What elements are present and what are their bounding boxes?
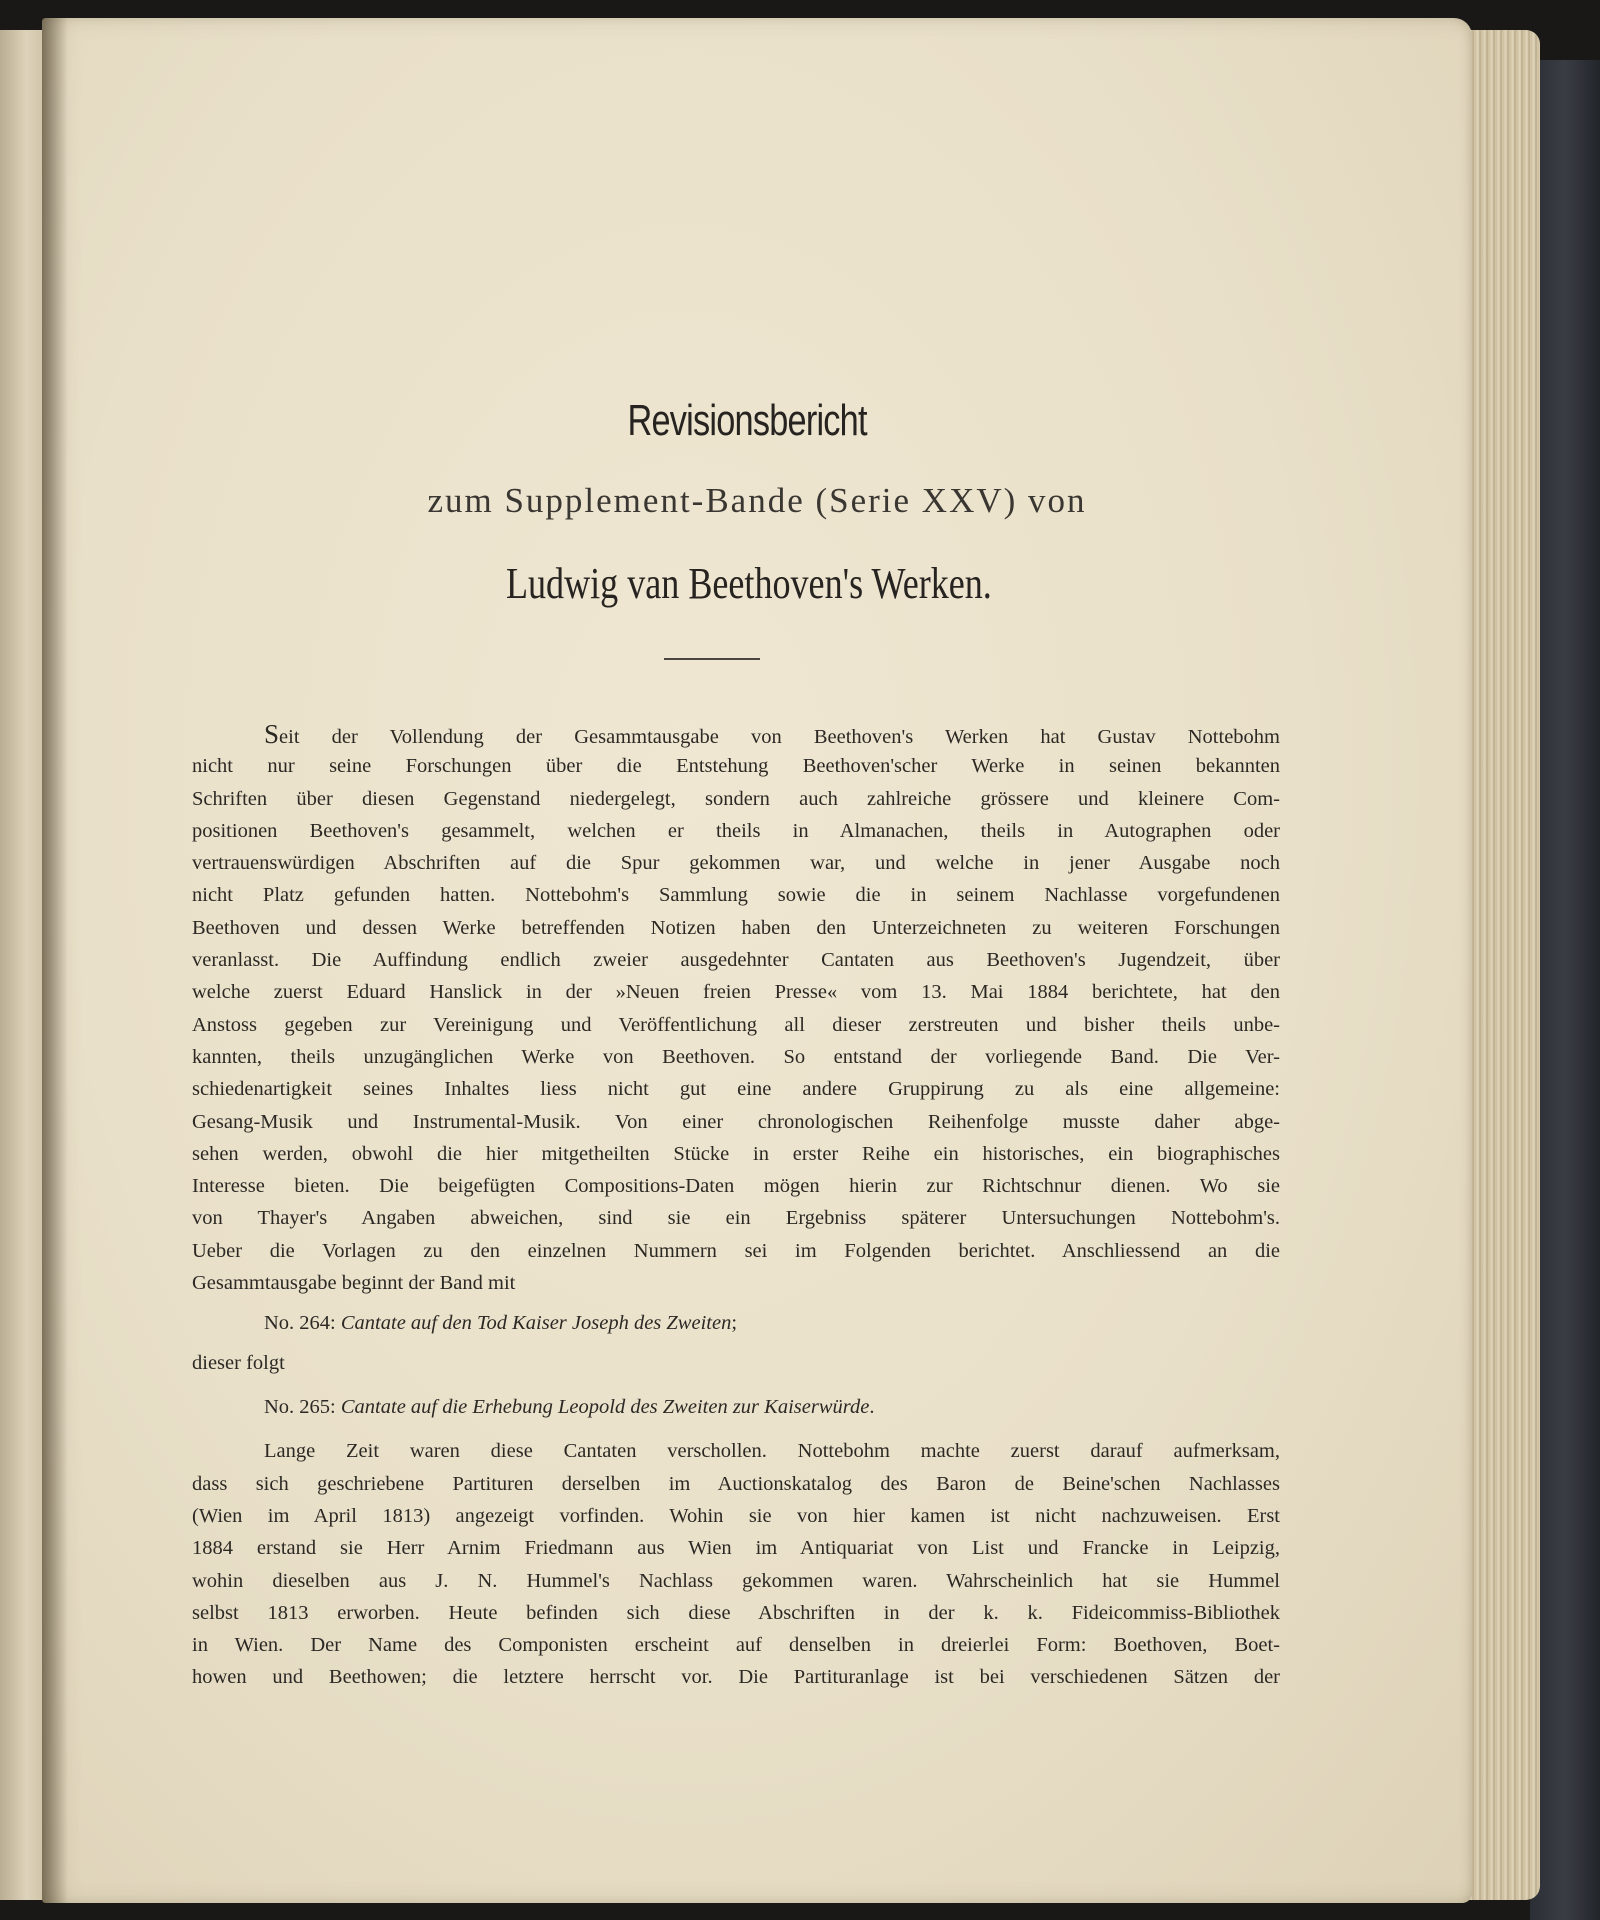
- paragraph1-line: Beethoven und dessen Werke betreffenden Notizen haben den Unterzeichneten zu weiteren Forschungen: [192, 916, 1280, 939]
- page-subtitle-work: Ludwig van Beethoven's Werken.: [505, 559, 992, 608]
- paragraph1-line: kannten, theils unzugänglichen Werke von Beethoven. So entstand der vorliegende Band. Die Ver-: [192, 1045, 1280, 1068]
- paragraph2-line: selbst 1813 erworben. Heute befinden sich diese Abschriften in der k. k. Fideicommiss-Bibliothek: [192, 1601, 1280, 1624]
- work-punct: .: [869, 1396, 875, 1419]
- work-title: Cantate auf die Erhebung Leopold des Zweiten zur Kaiserwürde: [340, 1396, 870, 1419]
- work-title: Cantate auf den Tod Kaiser Joseph des Zweiten: [340, 1312, 732, 1335]
- page-gutter-shadow: [42, 18, 68, 1903]
- paragraph1-line: Gesammtausgabe beginnt der Band mit: [192, 1272, 516, 1295]
- paragraph2-line: (Wien im April 1813) angezeigt vorfinden. Wohin sie von hier kamen ist nicht nachzuweisen. Erst: [192, 1504, 1280, 1527]
- drop-letter: S: [264, 719, 280, 749]
- page-title: Revisionsbericht: [627, 396, 867, 445]
- paragraph1-line: Interesse bieten. Die beigefügten Compositions-Daten mögen hierin zur Richtschnur dienen. Wo sie: [192, 1175, 1280, 1198]
- paragraph2-line: wohin dieselben aus J. N. Hummel's Nachlass gekommen waren. Wahrscheinlich hat sie Hummel: [192, 1569, 1280, 1592]
- paragraph1-line: Ueber die Vorlagen zu den einzelnen Nummern sei im Folgenden berichtet. Anschliessend an die: [192, 1239, 1280, 1262]
- paragraph1-line: Anstoss gegeben zur Vereinigung und Veröffentlichung all dieser zerstreuten und bisher theils unbe-: [192, 1013, 1280, 1036]
- work-entry-265: [192, 1387, 1280, 1427]
- paragraph2-line: Lange Zeit waren diese Cantaten verschollen. Nottebohm machte zuerst darauf aufmerksam,: [264, 1440, 1280, 1463]
- paragraph2-line: howen und Beethowen; die letztere herrscht vor. Die Partituranlage ist bei verschiedenen Sätzen der: [192, 1666, 1280, 1689]
- paragraph1-line: von Thayer's Angaben abweichen, sind sie ein Ergebniss späterer Untersuchungen Nottebohm's.: [192, 1207, 1280, 1230]
- work-entry-264: [192, 1303, 1280, 1343]
- paragraph1-line: nicht nur seine Forschungen über die Entstehung Beethoven'scher Werke in seinen bekannten: [192, 755, 1280, 778]
- work-number: No. 265:: [264, 1396, 336, 1419]
- paragraph1-line: welche zuerst Eduard Hanslick in der »Neuen freien Presse« vom 13. Mai 1884 berichtete, hat den: [192, 981, 1280, 1004]
- book-cover-edge: [1530, 60, 1600, 1920]
- connector-text: dieser folgt: [192, 1352, 285, 1375]
- work-punct: ;: [731, 1312, 738, 1335]
- title-divider: [664, 658, 760, 660]
- paragraph1-line: schiedenartigkeit seines Inhaltes liess nicht gut eine andere Gruppirung zu als eine allgemeine:: [192, 1078, 1280, 1101]
- paragraph1-line: Gesang-Musik und Instrumental-Musik. Von einer chronologischen Reihenfolge musste daher abge-: [192, 1110, 1280, 1133]
- page-subtitle: zum Supplement-Bande (Serie XXV) von: [427, 481, 1087, 520]
- paragraph1-line: veranlasst. Die Auffindung endlich zweier ausgedehnter Cantaten aus Beethoven's Jugendzeit, über: [192, 949, 1280, 972]
- previous-page-edge: [0, 30, 46, 1900]
- paragraph2-line: in Wien. Der Name des Componisten erscheint auf denselben in dreierlei Form: Boethoven, Boet-: [192, 1634, 1280, 1657]
- paragraph1-line: nicht Platz gefunden hatten. Nottebohm's Sammlung sowie die in seinem Nachlasse vorgefundenen: [192, 884, 1280, 907]
- work-number: No. 264:: [264, 1312, 336, 1335]
- paragraph1-line: sehen werden, obwohl die hier mitgetheilten Stücke in erster Reihe ein historisches, ein biographisches: [192, 1142, 1280, 1165]
- paragraph1-line: positionen Beethoven's gesammelt, welchen er theils in Almanachen, theils in Autographen oder: [192, 819, 1280, 842]
- paragraph2-line: dass sich geschriebene Partituren derselben im Auctionskatalog des Baron de Beine'schen Nachlasses: [192, 1472, 1280, 1495]
- paragraph1-line: vertrauenswürdigen Abschriften auf die Spur gekommen war, und welche in jener Ausgabe noch: [192, 852, 1280, 875]
- page-body: [192, 718, 1280, 1694]
- book-page: [42, 18, 1472, 1903]
- paragraph2-line: 1884 erstand sie Herr Arnim Friedmann aus Wien im Antiquariat von List und Francke in Leipzig,: [192, 1537, 1280, 1560]
- paragraph1-line: [192, 718, 1280, 750]
- first-line-text: eit der Vollendung der Gesammtausgabe von Beethoven's Werken hat Gustav Nottebohm: [279, 726, 1280, 748]
- paragraph1-line: Schriften über diesen Gegenstand niedergelegt, sondern auch zahlreiche grössere und kleinere Com-: [192, 787, 1280, 810]
